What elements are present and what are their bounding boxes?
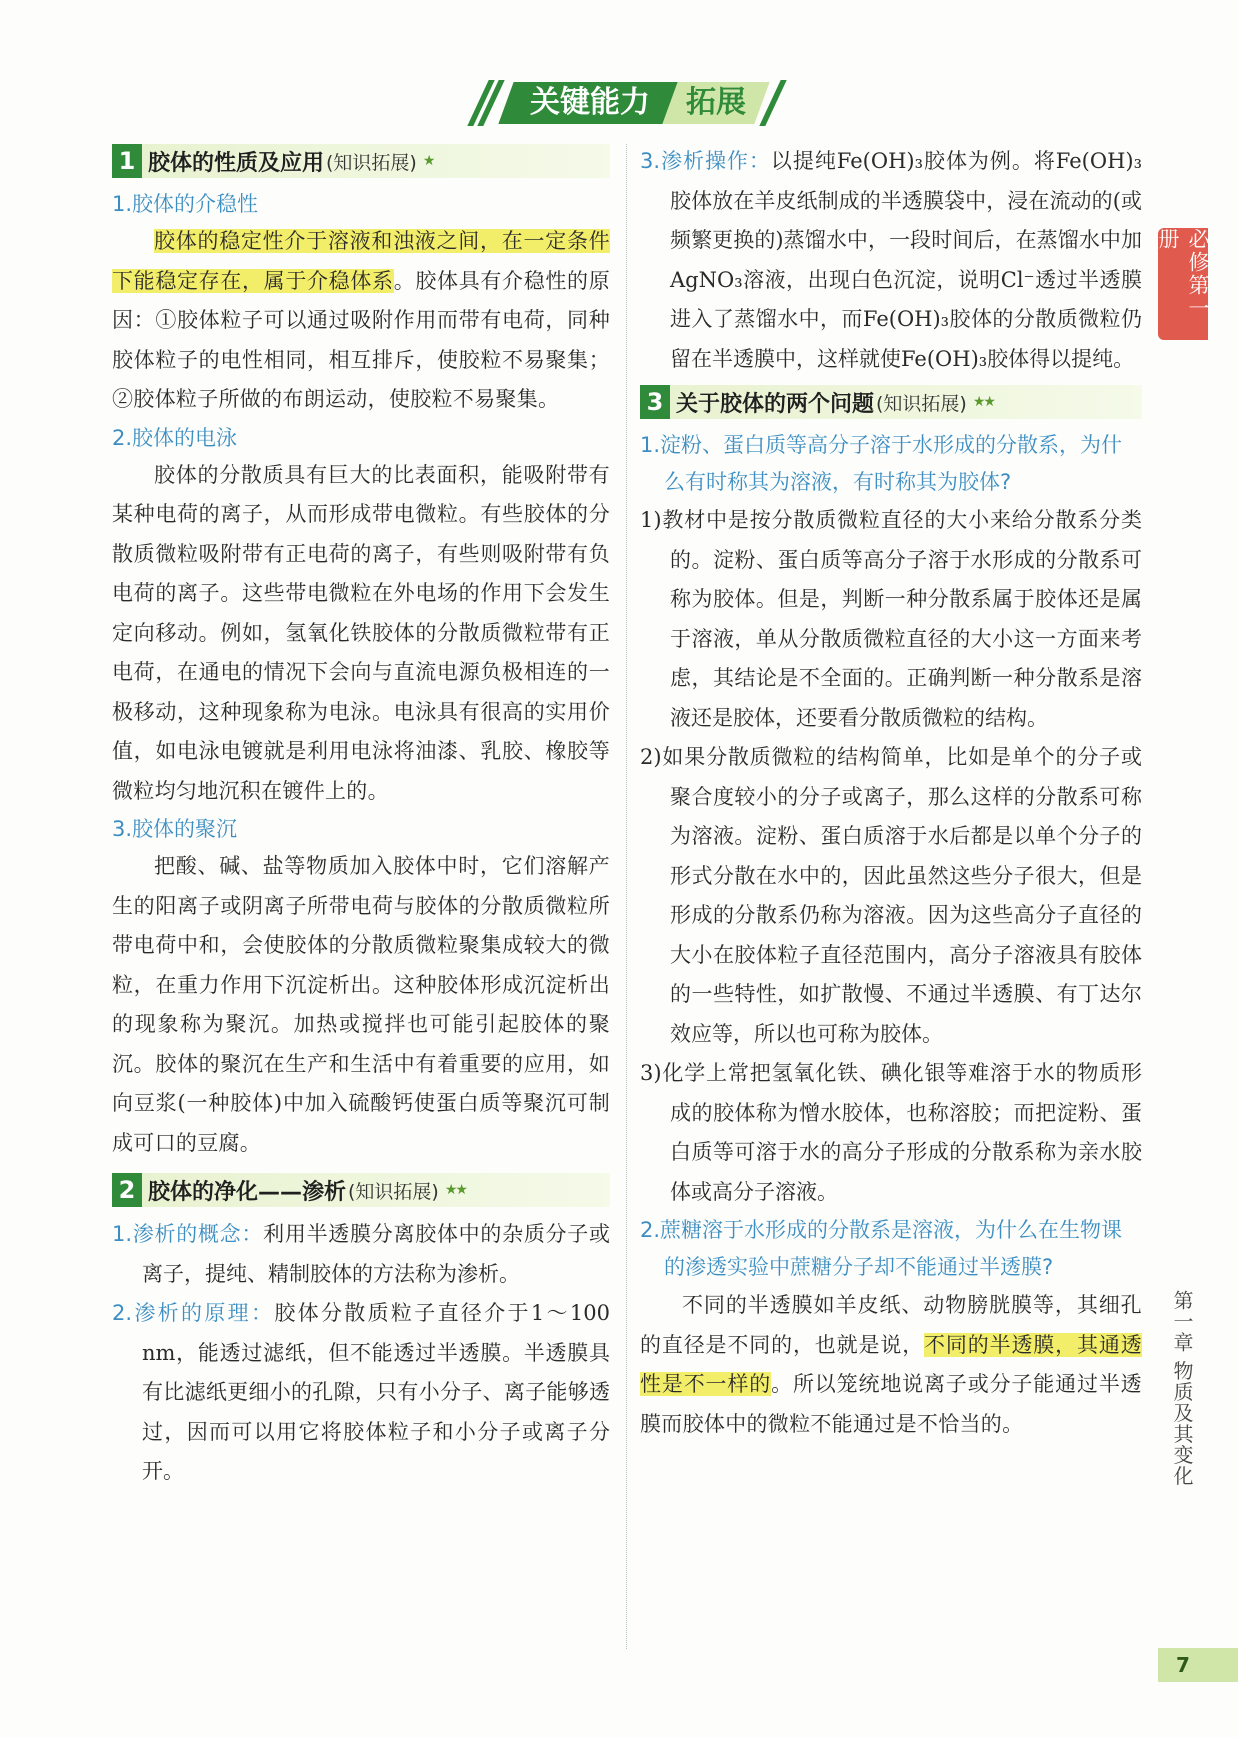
paragraph-text: 。所以笼统地说离子或分子能通过半透膜而胶体中的微粒不能通过是不恰当的。 bbox=[640, 1372, 1142, 1436]
answer-item: 3)化学上常把氢氧化铁、碘化银等难溶于水的物质形成的胶体称为憎水胶体，也称溶胶；而把淀粉、蛋白质等可溶于水的高分子形成的分散系称为亲水胶体或高分子溶液。 bbox=[640, 1061, 1142, 1204]
subheading: 1.胶体的介稳性 bbox=[112, 192, 259, 216]
section-number: 1 bbox=[112, 144, 142, 178]
item-text: 利用半透膜分离胶体中的杂质分子或离子，提纯、精制胶体的方法称为渗析。 bbox=[142, 1222, 611, 1286]
star-icon: ★ bbox=[422, 153, 434, 169]
banner-ext bbox=[662, 82, 769, 124]
section-number: 3 bbox=[640, 385, 670, 419]
section-tag: (知识拓展) bbox=[876, 392, 967, 415]
chapter-label: 第一章 物质及其变化 bbox=[1170, 1290, 1194, 1487]
paragraph-text: 。胶体具有介稳性的原因：①胶体粒子可以通过吸附作用而带有电荷，同种胶体粒子的电性相同，相互排斥，使胶粒不易聚集；②胶体粒子所做的布朗运动，使胶粒不易聚集。 bbox=[112, 268, 610, 411]
section-title: 胶体的净化——渗析 bbox=[148, 1179, 347, 1205]
highlight-text: 不同的半透膜，其通透性是不一样的 bbox=[640, 1332, 1142, 1396]
section-title: 胶体的性质及应用 bbox=[148, 150, 325, 176]
paragraph: 把酸、碱、盐等物质加入胶体中时，它们溶解产生的阳离子或阴离子所带电荷与胶体的分散质微粒所带电荷中和，会使胶体的分散质微粒聚集成较大的微粒，在重力作用下沉淀析出。这种胶体形成沉淀析出的现象称为聚沉。加热或搅拌也可能引起胶体的聚沉。胶体的聚沉在生产和生活中有着重要的应用，如向豆浆(一种胶体)中加入硫酸钙使蛋白质等聚沉可制成可口的豆腐。 bbox=[112, 854, 610, 1155]
highlight-text: 胶体的稳定性介于溶液和浊液之间，在一定条件下能稳定存在，属于介稳体系 bbox=[112, 229, 610, 293]
item-label: 1.渗析的概念： bbox=[112, 1222, 264, 1246]
paragraph bbox=[640, 1286, 1142, 1444]
section-1-header bbox=[112, 144, 610, 178]
item-text: 胶体分散质粒子直径介于1～100 nm，能透过滤纸，但不能透过半透膜。半透膜具有比滤纸更细小的孔隙，只有小分子、离子能够透过，因而可以用它将胶体粒子和小分子或离子分开。 bbox=[142, 1301, 610, 1483]
star-icon: ★★ bbox=[972, 394, 994, 410]
star-icon: ★★ bbox=[444, 1182, 466, 1198]
section-banner bbox=[470, 78, 790, 128]
page-number: 7 bbox=[1158, 1648, 1238, 1682]
paragraph-text: 不同的半透膜如羊皮纸、动物膀胱膜等，其细孔的直径是不同的，也就是说， bbox=[640, 1293, 1142, 1357]
banner-main bbox=[498, 82, 681, 124]
answer-item: 2)如果分散质微粒的结构简单，比如是单个的分子或聚合度较小的分子或离子，那么这样的分散系可称为溶液。淀粉、蛋白质溶于水后都是以单个分子的形式分散在水中的，因此虽然这些分子很大，但是形成的分散系仍称为溶液。因为这些高分子直径的大小在胶体粒子直径范围内，高分子溶液具有胶体的一些特性，如扩散慢、不通过半透膜、有丁达尔效应等，所以也可称为胶体。 bbox=[640, 745, 1142, 1046]
item-label: 3.渗析操作： bbox=[640, 149, 771, 173]
banner-ext-text: 拓展 bbox=[686, 85, 746, 120]
answer-item: 1)教材中是按分散质微粒直径的大小来给分散系分类的。淀粉、蛋白质等高分子溶于水形成的分散系可称为胶体。但是，判断一种分散系属于胶体还是属于溶液，单从分散质微粒直径的大小这一方面来考虑，其结论是不全面的。正确判断一种分散系是溶液还是胶体，还要看分散质微粒的结构。 bbox=[640, 508, 1142, 730]
section-2-header bbox=[112, 1173, 610, 1207]
question: 1.淀粉、蛋白质等高分子溶于水形成的分散系，为什么有时称其为溶液，有时称其为胶体? bbox=[640, 433, 1123, 494]
paragraph bbox=[640, 142, 1142, 379]
section-3-header bbox=[640, 385, 1142, 419]
banner-main-text: 关键能力 bbox=[530, 85, 650, 120]
left-column bbox=[112, 142, 610, 1492]
subheading: 2.胶体的电泳 bbox=[112, 425, 238, 450]
item-label: 2.渗析的原理： bbox=[112, 1301, 275, 1325]
paragraph bbox=[112, 1215, 610, 1294]
question: 2.蔗糖溶于水形成的分散系是溶液，为什么在生物课的渗透实验中蔗糖分子却不能通过半透膜? bbox=[640, 1218, 1123, 1279]
paragraph bbox=[112, 1294, 610, 1492]
paragraph: 胶体的分散质具有巨大的比表面积，能吸附带有某种电荷的离子，从而形成带电微粒。有些胶体的分散质微粒吸附带有正电荷的离子，有些则吸附带有负电荷的离子。这些带电微粒在外电场的作用下会发生定向移动。例如，氢氧化铁胶体的分散质微粒带有正电荷，在通电的情况下会向与直流电源负极相连的一极移动，这种现象称为电泳。电泳具有很高的实用价值，如电泳电镀就是利用电泳将油漆、乳胶、橡胶等微粒均匀地沉积在镀件上的。 bbox=[112, 462, 610, 803]
book-volume-tab: 必修第一册 bbox=[1158, 228, 1208, 340]
section-number: 2 bbox=[112, 1173, 142, 1207]
item-text: 以提纯Fe(OH)₃胶体为例。将Fe(OH)₃胶体放在羊皮纸制成的半透膜袋中，浸在流动的(或频繁更换的)蒸馏水中，一段时间后，在蒸馏水中加AgNO₃溶液，出现白色沉淀，说明Cl⁻透过半透膜进入了蒸馏水中，而Fe(OH)₃胶体的分散质微粒仍留在半透膜中，这样就使Fe(OH)₃胶体得以提纯。 bbox=[670, 149, 1142, 371]
section-tag: (知识拓展) bbox=[326, 151, 417, 174]
right-column bbox=[640, 142, 1142, 1444]
section-tag: (知识拓展) bbox=[348, 1180, 439, 1203]
column-divider bbox=[626, 144, 627, 1649]
subheading: 3.胶体的聚沉 bbox=[112, 817, 238, 841]
paragraph bbox=[112, 222, 610, 420]
section-title: 关于胶体的两个问题 bbox=[676, 391, 875, 417]
